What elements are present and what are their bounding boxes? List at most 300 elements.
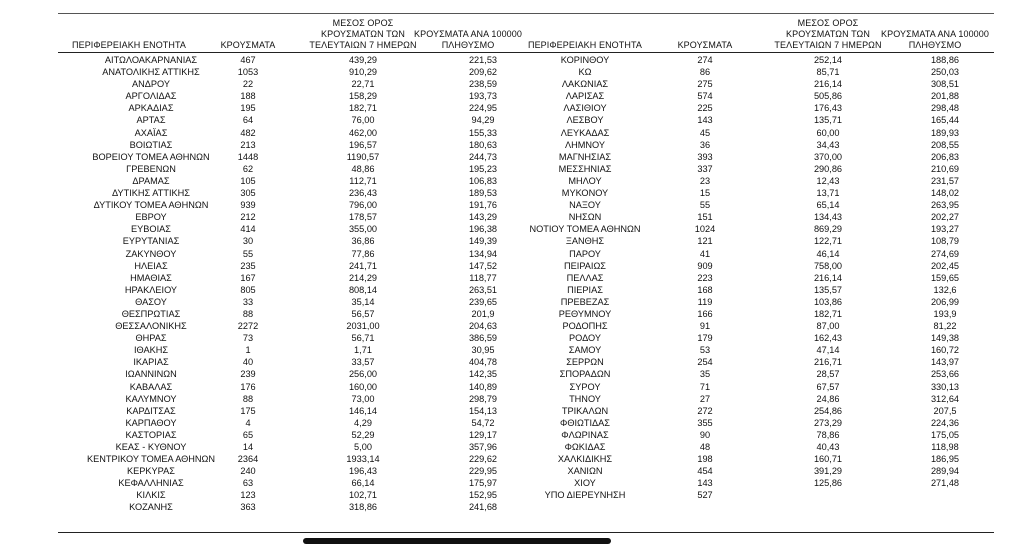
left-cases-cell: 467	[240, 55, 256, 65]
table-row	[58, 102, 994, 114]
right-region-cell: ΛΕΥΚΑΔΑΣ	[560, 127, 610, 138]
right-avg7-cell: 78,86	[816, 429, 840, 440]
right-per100k-cell: 208,55	[930, 139, 960, 150]
left-avg7-cell: 48,86	[351, 163, 375, 174]
left-avg7-cell: 1190,57	[346, 151, 380, 162]
left-avg7-cell: 910,29	[348, 67, 378, 78]
right-region-cell: ΡΟΔΟΥ	[568, 333, 601, 344]
left-region-cell: ΑΙΤΩΛΟΑΚΑΡΝΑΝΙΑΣ	[104, 55, 198, 65]
right-avg7-cell: 216,71	[813, 357, 843, 368]
right-cases-cell: 168	[697, 284, 713, 295]
right-cases-cell: 198	[697, 454, 713, 465]
left-cases-cell: 40	[242, 357, 254, 368]
right-cases-cell: 143	[697, 115, 713, 126]
left-avg7-cell: 56,57	[351, 308, 375, 319]
left-avg7-cell: 112,71	[349, 175, 377, 186]
right-cases-cell: 35	[699, 369, 711, 380]
left-cases-cell: 235	[240, 260, 256, 271]
right-per100k-cell: 298,48	[930, 103, 960, 114]
right-region-cell: ΛΗΜΝΟΥ	[564, 139, 606, 150]
table-row	[58, 501, 994, 513]
table-row	[58, 356, 994, 368]
left-avg7-cell: 808,14	[348, 284, 378, 295]
right-cases-cell: 274	[697, 55, 713, 65]
left-per100k-cell: 94,29	[471, 115, 495, 126]
left-per100k-cell: 129,17	[468, 429, 498, 440]
right-per100k-cell: 263,95	[930, 200, 960, 211]
right-cases-cell: 151	[697, 212, 713, 223]
right-avg7-cell: 87,00	[816, 321, 840, 332]
right-avg7-cell: 47,14	[816, 345, 840, 356]
right-avg7-cell: 125,86	[813, 478, 843, 489]
right-per100k-cell: 149,38	[930, 333, 960, 344]
left-per100k-cell: 142,35	[468, 369, 498, 380]
right-avg7-cell: 758,00	[813, 260, 843, 271]
left-avg7-cell: 182,71	[348, 103, 378, 114]
right-cases-cell: 90	[699, 429, 711, 440]
left-per100k-cell: 180,63	[468, 139, 498, 150]
right-avg7-cell: 103,86	[813, 296, 843, 307]
table-row	[58, 187, 994, 199]
right-per100k-cell: 193,27	[930, 224, 960, 235]
right-region-cell: ΠΕΙΡΑΙΩΣ	[564, 260, 606, 271]
left-cases-cell: 30	[242, 236, 254, 247]
left-region-cell: ΕΒΡΟΥ	[135, 212, 167, 223]
left-cases-cell: 212	[240, 212, 256, 223]
right-per100k-cell: 330,13	[930, 381, 960, 392]
left-cases-cell: 14	[242, 442, 254, 452]
left-cases-cell: 88	[242, 393, 254, 404]
left-cases-cell: 213	[240, 139, 256, 150]
left-avg7-cell: 796,00	[348, 200, 378, 211]
table-row	[58, 248, 994, 260]
left-cases-cell: 195	[240, 103, 256, 114]
table-row	[58, 417, 994, 429]
header-per100k-line1: ΚΡΟΥΣΜΑΤΑ ΑΝΑ 100000	[414, 29, 522, 39]
right-region-cell: ΧΑΛΚΙΔΙΚΗΣ	[557, 454, 613, 465]
left-avg7-cell: 196,57	[348, 139, 378, 150]
right-avg7-cell: 28,57	[816, 369, 840, 380]
right-avg7-cell: 12,43	[816, 175, 840, 186]
right-cases-cell: 121	[697, 236, 713, 247]
left-avg7-cell: 66,14	[351, 478, 375, 489]
left-avg7-cell: 160,00	[348, 381, 378, 392]
right-avg7-cell: 290,86	[813, 163, 843, 174]
left-per100k-cell: 152,95	[468, 490, 498, 501]
table-row	[58, 344, 994, 356]
left-cases-cell: 239	[240, 369, 256, 380]
right-cases-cell: 225	[697, 103, 713, 114]
left-cases-cell: 175	[240, 405, 256, 416]
table-row	[58, 381, 994, 393]
left-per100k-cell: 386,59	[468, 333, 498, 344]
right-region-cell: ΜΗΛΟΥ	[568, 175, 602, 186]
right-per100k-cell: 207,5	[933, 405, 957, 416]
right-per100k-cell: 118,98	[931, 442, 959, 452]
right-per100k-cell: 202,27	[930, 212, 960, 223]
right-cases-cell: 55	[699, 200, 711, 211]
right-cases-cell: 91	[699, 321, 711, 332]
right-region-cell: ΥΠΟ ΔΙΕΡΕΥΝΗΣΗ	[544, 490, 626, 501]
left-avg7-cell: 2031,00	[346, 321, 380, 332]
left-avg7-cell: 76,00	[351, 115, 375, 126]
left-cases-cell: 62	[242, 163, 254, 174]
right-region-cell: ΡΟΔΟΠΗΣ	[562, 321, 608, 332]
left-region-cell: ΙΘΑΚΗΣ	[133, 345, 169, 356]
table-row	[58, 66, 994, 78]
table-row	[58, 284, 994, 296]
table-row	[58, 308, 994, 320]
right-cases-cell: 179	[697, 333, 713, 344]
table-row	[58, 223, 994, 235]
left-avg7-cell: 33,57	[351, 357, 375, 368]
left-cases-cell: 88	[242, 308, 254, 319]
left-per100k-cell: 155,33	[468, 127, 498, 138]
right-cases-cell: 53	[699, 345, 711, 356]
table-row	[58, 477, 994, 489]
right-per100k-cell: 186,95	[930, 454, 960, 465]
left-region-cell: ΕΥΒΟΙΑΣ	[131, 224, 171, 235]
right-region-cell: ΛΕΣΒΟΥ	[566, 115, 604, 126]
left-avg7-cell: 236,43	[348, 188, 378, 199]
right-avg7-cell: 13,71	[816, 188, 840, 199]
right-per100k-cell: 206,99	[930, 296, 960, 307]
right-region-cell: ΦΩΚΙΔΑΣ	[564, 442, 606, 452]
right-avg7-cell: 869,29	[813, 224, 843, 235]
right-avg7-cell: 67,57	[816, 381, 840, 392]
right-per100k-cell: 202,45	[930, 260, 960, 271]
left-avg7-cell: 36,86	[351, 236, 375, 247]
left-cases-cell: 805	[240, 284, 256, 295]
left-per100k-cell: 204,63	[468, 321, 498, 332]
left-per100k-cell: 149,39	[468, 236, 498, 247]
right-avg7-cell: 134,43	[813, 212, 843, 223]
left-avg7-cell: 1933,14	[346, 454, 380, 465]
left-region-cell: ΔΥΤΙΚΟΥ ΤΟΜΕΑ ΑΘΗΝΩΝ	[93, 200, 209, 211]
right-cases-cell: 15	[699, 188, 711, 199]
left-region-cell: ΚΑΣΤΟΡΙΑΣ	[125, 429, 177, 440]
right-per100k-cell: 175,05	[930, 429, 960, 440]
right-region-cell: ΝΗΣΩΝ	[568, 212, 602, 223]
left-per100k-cell: 221,53	[468, 55, 498, 65]
table-row	[58, 489, 994, 501]
right-region-cell: ΜΑΓΝΗΣΙΑΣ	[558, 151, 612, 162]
left-avg7-cell: 73,00	[351, 393, 375, 404]
left-cases-cell: 1	[245, 345, 251, 356]
right-region-cell: ΚΟΡΙΝΘΟΥ	[560, 55, 610, 65]
right-per100k-cell: 231,57	[930, 175, 960, 186]
right-per100k-cell: 289,94	[930, 466, 960, 477]
right-avg7-cell: 505,86	[813, 91, 843, 102]
right-cases-cell: 393	[697, 151, 713, 162]
left-cases-cell: 22	[242, 79, 254, 90]
right-avg7-cell: 40,43	[816, 442, 840, 452]
left-avg7-cell: 35,14	[351, 296, 375, 307]
header-per100k-line1: ΚΡΟΥΣΜΑΤΑ ΑΝΑ 100000	[881, 29, 989, 39]
left-region-cell: ΑΧΑΪΑΣ	[134, 127, 168, 138]
right-avg7-cell: 176,43	[813, 103, 843, 114]
left-per100k-cell: 106,83	[468, 175, 498, 186]
table-header	[58, 14, 994, 53]
left-region-cell: ΘΑΣΟΥ	[135, 296, 167, 307]
table-row	[58, 90, 994, 102]
right-avg7-cell: 252,14	[813, 55, 843, 65]
left-region-cell: ΚΑΡΠΑΘΟΥ	[125, 417, 177, 428]
header-avg7-line3: ΤΕΛΕΥΤΑΙΩΝ 7 ΗΜΕΡΩΝ	[309, 40, 417, 50]
left-per100k-cell: 298,79	[468, 393, 498, 404]
table-row	[58, 78, 994, 90]
left-region-cell: ΑΝΔΡΟΥ	[131, 79, 170, 90]
right-per100k-cell: 250,03	[930, 67, 960, 78]
right-region-cell: ΞΑΝΘΗΣ	[565, 236, 605, 247]
left-region-cell: ΚΑΒΑΛΑΣ	[129, 381, 173, 392]
right-cases-cell: 337	[697, 163, 713, 174]
right-cases-cell: 272	[697, 405, 713, 416]
right-cases-cell: 454	[697, 466, 713, 477]
left-per100k-cell: 229,95	[468, 466, 498, 477]
left-per100k-cell: 118,77	[469, 272, 497, 283]
right-region-cell: ΜΕΣΣΗΝΙΑΣ	[558, 163, 612, 174]
left-region-cell: ΒΟΙΩΤΙΑΣ	[129, 139, 173, 150]
left-avg7-cell: 146,14	[348, 405, 378, 416]
header-per100k-right	[876, 29, 994, 51]
left-per100k-cell: 191,76	[468, 200, 498, 211]
left-cases-cell: 73	[242, 333, 254, 344]
right-per100k-cell: 108,79	[930, 236, 960, 247]
left-per100k-cell: 189,53	[468, 188, 498, 199]
table-row	[58, 272, 994, 284]
table-row	[58, 296, 994, 308]
left-cases-cell: 2272	[237, 321, 259, 332]
left-avg7-cell: 355,00	[348, 224, 378, 235]
right-per100k-cell: 165,44	[930, 115, 960, 126]
left-per100k-cell: 238,59	[468, 79, 498, 90]
right-avg7-cell: 135,71	[813, 115, 843, 126]
right-per100k-cell: 308,51	[930, 79, 960, 90]
table-row	[58, 163, 994, 175]
table-row	[58, 260, 994, 272]
left-region-cell: ΔΡΑΜΑΣ	[132, 175, 170, 186]
table-row	[58, 127, 994, 139]
header-avg7-line1: ΜΕΣΟΣ ΟΡΟΣ	[797, 18, 859, 28]
left-cases-cell: 33	[242, 296, 254, 307]
table-row	[58, 211, 994, 223]
right-cases-cell: 275	[697, 79, 713, 90]
left-cases-cell: 4	[245, 417, 251, 428]
table-row	[58, 429, 994, 441]
left-avg7-cell: 102,71	[348, 490, 378, 501]
right-avg7-cell: 34,43	[816, 139, 840, 150]
right-cases-cell: 143	[697, 478, 713, 489]
table-row	[58, 320, 994, 332]
right-avg7-cell: 65,14	[816, 200, 840, 211]
right-avg7-cell: 122,71	[813, 236, 843, 247]
right-avg7-cell: 216,14	[813, 272, 843, 283]
left-cases-cell: 123	[240, 490, 256, 501]
left-per100k-cell: 263,51	[468, 284, 498, 295]
left-region-cell: ΓΡΕΒΕΝΩΝ	[126, 163, 176, 174]
left-avg7-cell: 4,29	[354, 417, 372, 428]
right-per100k-cell: 271,48	[930, 478, 960, 489]
left-per100k-cell: 209,62	[468, 67, 498, 78]
right-region-cell: ΠΑΡΟΥ	[569, 248, 601, 259]
right-cases-cell: 574	[697, 91, 713, 102]
right-cases-cell: 45	[699, 127, 711, 138]
left-cases-cell: 363	[240, 502, 256, 513]
left-cases-cell: 240	[240, 466, 256, 477]
left-cases-cell: 482	[240, 127, 256, 138]
right-per100k-cell: 132,6	[933, 284, 957, 295]
right-region-cell: ΣΑΜΟΥ	[568, 345, 602, 356]
left-region-cell: ΘΗΡΑΣ	[135, 333, 167, 344]
right-per100k-cell: 224,36	[930, 417, 960, 428]
left-region-cell: ΑΡΤΑΣ	[136, 115, 166, 126]
left-region-cell: ΑΡΚΑΔΙΑΣ	[128, 103, 174, 114]
right-region-cell: ΚΩ	[578, 67, 592, 78]
left-region-cell: ΙΚΑΡΙΑΣ	[133, 357, 169, 368]
right-region-cell: ΡΕΘΥΜΝΟΥ	[558, 308, 612, 319]
right-per100k-cell: 188,86	[930, 55, 960, 65]
left-avg7-cell: 439,29	[348, 55, 378, 65]
left-region-cell: ΚΕΑΣ - ΚΥΘΝΟΥ	[115, 442, 187, 452]
left-region-cell: ΙΩΑΝΝΙΝΩΝ	[125, 369, 177, 380]
right-avg7-cell: 85,71	[816, 67, 840, 78]
left-cases-cell: 1448	[237, 151, 259, 162]
left-per100k-cell: 143,29	[468, 212, 498, 223]
left-per100k-cell: 30,95	[471, 345, 495, 356]
left-per100k-cell: 229,62	[468, 454, 498, 465]
left-per100k-cell: 54,72	[471, 417, 495, 428]
left-per100k-cell: 244,73	[468, 151, 498, 162]
left-cases-cell: 167	[240, 272, 256, 283]
right-region-cell: ΦΘΙΩΤΙΔΑΣ	[559, 417, 610, 428]
right-region-cell: ΧΑΝΙΩΝ	[567, 466, 603, 477]
left-avg7-cell: 256,00	[348, 369, 378, 380]
left-region-cell: ΗΜΑΘΙΑΣ	[130, 272, 172, 283]
header-cases-left: ΚΡΟΥΣΜΑΤΑ	[220, 40, 276, 50]
right-avg7-cell: 254,86	[813, 405, 843, 416]
right-per100k-cell: 312,64	[930, 393, 960, 404]
table-row	[58, 453, 994, 465]
right-per100k-cell: 210,69	[930, 163, 960, 174]
left-avg7-cell: 5,00	[354, 442, 372, 452]
left-region-cell: ΗΡΑΚΛΕΙΟΥ	[124, 284, 178, 295]
right-avg7-cell: 182,71	[813, 308, 843, 319]
right-cases-cell: 48	[699, 442, 711, 452]
left-per100k-cell: 404,78	[468, 357, 498, 368]
left-region-cell: ΒΟΡΕΙΟΥ ΤΟΜΕΑ ΑΘΗΝΩΝ	[92, 151, 210, 162]
left-cases-cell: 64	[242, 115, 254, 126]
right-avg7-cell: 46,14	[816, 248, 840, 259]
right-cases-cell: 223	[697, 272, 713, 283]
left-cases-cell: 2364	[237, 454, 259, 465]
table-row	[58, 235, 994, 247]
left-region-cell: ΚΕΡΚΥΡΑΣ	[127, 466, 175, 477]
header-cases-right: ΚΡΟΥΣΜΑΤΑ	[677, 40, 733, 50]
left-per100k-cell: 196,38	[468, 224, 498, 235]
left-region-cell: ΕΥΡΥΤΑΝΙΑΣ	[122, 236, 180, 247]
right-cases-cell: 71	[699, 381, 711, 392]
left-cases-cell: 939	[240, 200, 256, 211]
right-region-cell: ΠΙΕΡΙΑΣ	[567, 284, 603, 295]
left-per100k-cell: 224,95	[468, 103, 498, 114]
left-avg7-cell: 196,43	[348, 466, 378, 477]
right-per100k-cell: 81,22	[933, 321, 957, 332]
table-row	[58, 54, 994, 66]
home-indicator-bar[interactable]	[303, 538, 611, 544]
left-per100k-cell: 193,73	[468, 91, 498, 102]
right-per100k-cell: 201,88	[930, 91, 960, 102]
left-per100k-cell: 147,52	[468, 260, 498, 271]
left-region-cell: ΑΝΑΤΟΛΙΚΗΣ ΑΤΤΙΚΗΣ	[102, 67, 200, 78]
header-per100k-line2: ΠΛΗΘΥΣΜΟ	[908, 40, 962, 50]
left-per100k-cell: 357,96	[468, 442, 498, 452]
left-per100k-cell: 154,13	[468, 405, 498, 416]
table-row	[58, 175, 994, 187]
table-row	[58, 139, 994, 151]
right-avg7-cell: 60,00	[816, 127, 840, 138]
table-row	[58, 332, 994, 344]
right-region-cell: ΛΑΡΙΣΑΣ	[565, 91, 605, 102]
right-cases-cell: 166	[697, 308, 713, 319]
right-region-cell: ΠΕΛΛΑΣ	[566, 272, 604, 283]
right-per100k-cell: 143,97	[930, 357, 960, 368]
left-cases-cell: 176	[240, 381, 256, 392]
left-cases-cell: 188	[240, 91, 256, 102]
left-per100k-cell: 134,94	[468, 248, 498, 259]
right-per100k-cell: 189,93	[930, 127, 960, 138]
left-avg7-cell: 158,29	[348, 91, 378, 102]
left-cases-cell: 414	[240, 224, 256, 235]
left-cases-cell: 55	[242, 248, 254, 259]
right-per100k-cell: 193,9	[933, 308, 957, 319]
right-cases-cell: 909	[697, 260, 713, 271]
right-region-cell: ΝΟΤΙΟΥ ΤΟΜΕΑ ΑΘΗΝΩΝ	[529, 224, 641, 235]
right-per100k-cell: 206,83	[930, 151, 960, 162]
right-per100k-cell: 274,69	[930, 248, 960, 259]
left-avg7-cell: 52,29	[351, 429, 375, 440]
table-row	[58, 405, 994, 417]
right-cases-cell: 527	[697, 490, 713, 501]
left-avg7-cell: 214,29	[348, 272, 378, 283]
right-cases-cell: 86	[699, 67, 711, 78]
right-region-cell: ΧΙΟΥ	[574, 478, 596, 489]
right-region-cell: ΛΑΚΩΝΙΑΣ	[561, 79, 609, 90]
header-avg7-line3: ΤΕΛΕΥΤΑΙΩΝ 7 ΗΜΕΡΩΝ	[774, 40, 882, 50]
right-avg7-cell: 160,71	[813, 454, 843, 465]
right-cases-cell: 36	[699, 139, 711, 150]
table-row	[58, 151, 994, 163]
left-region-cell: ΚΕΝΤΡΙΚΟΥ ΤΟΜΕΑ ΑΘΗΝΩΝ	[86, 454, 216, 465]
left-cases-cell: 63	[242, 478, 254, 489]
right-region-cell: ΝΑΞΟΥ	[569, 200, 601, 211]
left-per100k-cell: 241,68	[468, 502, 498, 513]
left-region-cell: ΚΕΦΑΛΛΗΝΙΑΣ	[118, 478, 184, 489]
right-region-cell: ΦΛΩΡΙΝΑΣ	[561, 429, 609, 440]
right-region-cell: ΠΡΕΒΕΖΑΣ	[560, 296, 610, 307]
left-per100k-cell: 239,65	[468, 296, 498, 307]
right-cases-cell: 23	[699, 175, 711, 186]
bottom-rule	[58, 532, 994, 533]
left-avg7-cell: 1,71	[354, 345, 372, 356]
right-region-cell: ΣΠΟΡΑΔΩΝ	[559, 369, 611, 380]
left-per100k-cell: 175,97	[468, 478, 498, 489]
right-avg7-cell: 391,29	[813, 466, 843, 477]
left-avg7-cell: 77,86	[351, 248, 375, 259]
left-region-cell: ΚΑΡΔΙΤΣΑΣ	[126, 405, 176, 416]
table-row	[58, 441, 994, 453]
right-avg7-cell: 24,86	[816, 393, 840, 404]
